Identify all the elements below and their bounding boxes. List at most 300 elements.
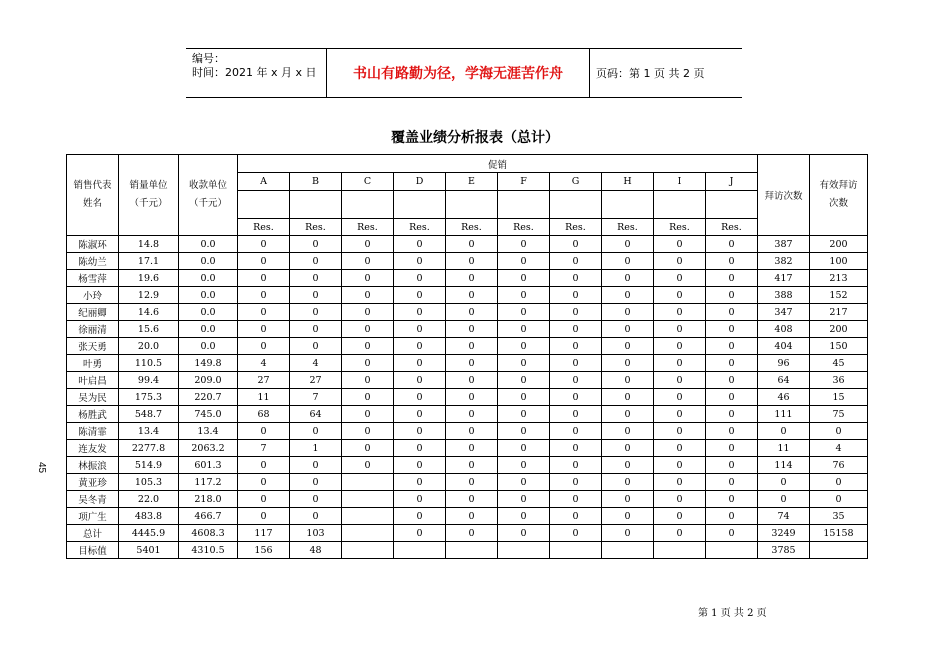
value-cell: 0 — [498, 474, 550, 491]
value-cell: 0 — [550, 457, 602, 474]
value-cell: 0 — [290, 508, 342, 525]
value-cell: 0 — [394, 491, 446, 508]
value-cell: 0 — [238, 457, 290, 474]
rep-name-cell: 吴冬青 — [67, 491, 119, 508]
value-cell: 1 — [290, 440, 342, 457]
value-cell: 0 — [342, 304, 394, 321]
value-cell: 0 — [758, 474, 810, 491]
value-cell: 0 — [654, 287, 706, 304]
value-cell: 0 — [706, 440, 758, 457]
value-cell: 0 — [394, 440, 446, 457]
res-header: Res. — [602, 219, 654, 236]
value-cell: 0 — [550, 338, 602, 355]
value-cell: 0 — [706, 457, 758, 474]
promo-letter-header: H — [602, 173, 654, 191]
value-cell: 0 — [706, 321, 758, 338]
table-row — [67, 355, 868, 372]
value-cell: 0 — [706, 389, 758, 406]
value-cell: 0 — [810, 423, 868, 440]
value-cell: 0 — [290, 287, 342, 304]
value-cell: 114 — [758, 457, 810, 474]
value-cell: 96 — [758, 355, 810, 372]
value-cell: 0 — [654, 372, 706, 389]
value-cell: 0 — [342, 287, 394, 304]
value-cell: 0 — [394, 508, 446, 525]
table-row — [67, 508, 868, 525]
value-cell: 0 — [550, 406, 602, 423]
value-cell — [602, 542, 654, 559]
value-cell — [342, 491, 394, 508]
promo-letter-header: G — [550, 173, 602, 191]
value-cell: 0 — [602, 457, 654, 474]
value-cell: 0 — [498, 525, 550, 542]
value-cell: 0 — [342, 236, 394, 253]
rep-name-cell: 杨雪萍 — [67, 270, 119, 287]
value-cell: 0 — [550, 423, 602, 440]
value-cell: 218.0 — [179, 491, 238, 508]
value-cell: 548.7 — [119, 406, 179, 423]
value-cell — [498, 542, 550, 559]
value-cell: 0 — [654, 525, 706, 542]
value-cell: 4 — [810, 440, 868, 457]
rep-name-cell: 黄亚珍 — [67, 474, 119, 491]
value-cell: 0 — [446, 236, 498, 253]
value-cell: 0 — [446, 508, 498, 525]
promo-letter-header: J — [706, 173, 758, 191]
value-cell: 64 — [758, 372, 810, 389]
rep-name-cell: 目标值 — [67, 542, 119, 559]
value-cell: 99.4 — [119, 372, 179, 389]
table-row — [67, 270, 868, 287]
value-cell: 0 — [238, 491, 290, 508]
value-cell: 0.0 — [179, 321, 238, 338]
value-cell: 200 — [810, 236, 868, 253]
table-row — [67, 406, 868, 423]
value-cell: 4310.5 — [179, 542, 238, 559]
value-cell: 0 — [550, 253, 602, 270]
value-cell: 0 — [394, 236, 446, 253]
value-cell: 156 — [238, 542, 290, 559]
res-header: Res. — [706, 219, 758, 236]
value-cell: 0 — [602, 236, 654, 253]
promo-blank-cell — [498, 191, 550, 219]
rep-name-cell: 吴为民 — [67, 389, 119, 406]
value-cell: 0.0 — [179, 304, 238, 321]
value-cell: 0 — [446, 406, 498, 423]
promo-letter-header: A — [238, 173, 290, 191]
value-cell: 13.4 — [119, 423, 179, 440]
rep-name-cell: 小玲 — [67, 287, 119, 304]
value-cell: 0 — [654, 304, 706, 321]
promo-letter-header: I — [654, 173, 706, 191]
value-cell: 0 — [394, 525, 446, 542]
value-cell: 11 — [758, 440, 810, 457]
value-cell: 46 — [758, 389, 810, 406]
header-rep-name: 销售代表 姓名 — [67, 155, 119, 236]
value-cell: 0 — [654, 508, 706, 525]
motto: 书山有路勤为径，学海无涯苦作舟 — [327, 49, 590, 97]
rep-name-cell: 项广生 — [67, 508, 119, 525]
value-cell: 0 — [290, 491, 342, 508]
value-cell: 0 — [290, 270, 342, 287]
value-cell: 0 — [654, 270, 706, 287]
value-cell: 0 — [706, 508, 758, 525]
value-cell: 7 — [290, 389, 342, 406]
value-cell: 4445.9 — [119, 525, 179, 542]
header-info-cell — [186, 49, 327, 97]
value-cell: 0 — [602, 355, 654, 372]
value-cell: 11 — [238, 389, 290, 406]
value-cell: 0.0 — [179, 236, 238, 253]
value-cell: 0 — [342, 372, 394, 389]
value-cell: 19.6 — [119, 270, 179, 287]
value-cell: 149.8 — [179, 355, 238, 372]
value-cell: 14.6 — [119, 304, 179, 321]
value-cell: 68 — [238, 406, 290, 423]
value-cell: 0 — [498, 236, 550, 253]
value-cell: 0 — [602, 525, 654, 542]
value-cell: 200 — [810, 321, 868, 338]
value-cell: 0 — [602, 474, 654, 491]
value-cell: 0 — [706, 304, 758, 321]
rep-name-cell: 叶勇 — [67, 355, 119, 372]
value-cell: 15 — [810, 389, 868, 406]
rep-name-cell: 林振浪 — [67, 457, 119, 474]
value-cell: 0 — [654, 491, 706, 508]
table-row — [67, 389, 868, 406]
value-cell: 0 — [394, 423, 446, 440]
value-cell: 15.6 — [119, 321, 179, 338]
value-cell: 0 — [238, 321, 290, 338]
res-header: Res. — [446, 219, 498, 236]
report-title: 覆盖业绩分析报表（总计） — [391, 130, 559, 146]
value-cell: 0 — [550, 236, 602, 253]
value-cell: 0 — [654, 406, 706, 423]
value-cell: 0 — [550, 321, 602, 338]
value-cell: 0 — [706, 525, 758, 542]
table-row — [67, 491, 868, 508]
value-cell: 0 — [602, 270, 654, 287]
value-cell: 75 — [810, 406, 868, 423]
value-cell: 0 — [654, 321, 706, 338]
value-cell: 417 — [758, 270, 810, 287]
value-cell: 175.3 — [119, 389, 179, 406]
value-cell — [706, 542, 758, 559]
value-cell: 0 — [550, 440, 602, 457]
value-cell: 0 — [238, 287, 290, 304]
value-cell: 0 — [342, 440, 394, 457]
rep-name-cell: 叶启昌 — [67, 372, 119, 389]
res-header: Res. — [290, 219, 342, 236]
value-cell: 2277.8 — [119, 440, 179, 457]
value-cell: 0 — [342, 338, 394, 355]
value-cell: 0 — [654, 389, 706, 406]
promo-letter-header: D — [394, 173, 446, 191]
value-cell: 48 — [290, 542, 342, 559]
value-cell: 217 — [810, 304, 868, 321]
value-cell: 0 — [706, 491, 758, 508]
value-cell: 0 — [446, 423, 498, 440]
table-row — [67, 287, 868, 304]
rep-name-cell: 杨胜武 — [67, 406, 119, 423]
value-cell: 0 — [602, 338, 654, 355]
value-cell: 103 — [290, 525, 342, 542]
value-cell: 7 — [238, 440, 290, 457]
value-cell: 0.0 — [179, 287, 238, 304]
value-cell: 0 — [810, 491, 868, 508]
value-cell: 0 — [238, 270, 290, 287]
header-collection: 收款单位 （千元） — [179, 155, 238, 236]
value-cell: 0 — [394, 270, 446, 287]
header-effective-visits: 有效拜访 次数 — [810, 155, 868, 236]
value-cell: 0 — [654, 474, 706, 491]
promo-blank-cell — [550, 191, 602, 219]
res-header: Res. — [394, 219, 446, 236]
value-cell: 0 — [550, 508, 602, 525]
value-cell: 0 — [550, 304, 602, 321]
value-cell: 105.3 — [119, 474, 179, 491]
value-cell: 27 — [238, 372, 290, 389]
value-cell: 0 — [706, 355, 758, 372]
value-cell: 0 — [498, 491, 550, 508]
header-promo: 促销 — [238, 155, 758, 173]
value-cell: 0 — [602, 304, 654, 321]
value-cell — [342, 542, 394, 559]
value-cell: 0 — [394, 355, 446, 372]
value-cell: 2063.2 — [179, 440, 238, 457]
value-cell: 0 — [290, 236, 342, 253]
value-cell: 0 — [550, 525, 602, 542]
value-cell: 209.0 — [179, 372, 238, 389]
number-label: 编号： — [192, 52, 225, 65]
value-cell: 0 — [758, 423, 810, 440]
header-sales: 销量单位 （千元） — [119, 155, 179, 236]
value-cell: 745.0 — [179, 406, 238, 423]
report-table — [66, 154, 868, 559]
value-cell: 220.7 — [179, 389, 238, 406]
value-cell: 0 — [290, 253, 342, 270]
page-label: 页码：第 1 页 共 2 页 — [596, 67, 705, 80]
value-cell: 0 — [706, 372, 758, 389]
value-cell: 0 — [550, 287, 602, 304]
table-row — [67, 253, 868, 270]
table-row — [67, 304, 868, 321]
value-cell: 0 — [498, 440, 550, 457]
value-cell: 110.5 — [119, 355, 179, 372]
table-row — [67, 440, 868, 457]
value-cell: 0 — [706, 253, 758, 270]
value-cell — [654, 542, 706, 559]
value-cell: 111 — [758, 406, 810, 423]
value-cell: 0 — [498, 406, 550, 423]
value-cell: 0 — [446, 491, 498, 508]
value-cell: 117.2 — [179, 474, 238, 491]
value-cell: 0 — [290, 338, 342, 355]
promo-blank-cell — [290, 191, 342, 219]
value-cell: 0 — [654, 440, 706, 457]
value-cell: 213 — [810, 270, 868, 287]
value-cell: 388 — [758, 287, 810, 304]
value-cell: 100 — [810, 253, 868, 270]
res-header: Res. — [654, 219, 706, 236]
value-cell — [342, 525, 394, 542]
value-cell — [394, 542, 446, 559]
value-cell: 74 — [758, 508, 810, 525]
value-cell: 0 — [394, 321, 446, 338]
value-cell: 13.4 — [179, 423, 238, 440]
value-cell: 0 — [342, 389, 394, 406]
value-cell: 4 — [290, 355, 342, 372]
value-cell: 0 — [290, 474, 342, 491]
value-cell: 0 — [602, 389, 654, 406]
value-cell: 0 — [342, 423, 394, 440]
value-cell: 0 — [602, 440, 654, 457]
value-cell: 0 — [654, 457, 706, 474]
value-cell: 0 — [394, 389, 446, 406]
value-cell: 0 — [394, 338, 446, 355]
res-header: Res. — [550, 219, 602, 236]
value-cell: 0 — [342, 321, 394, 338]
value-cell: 0 — [446, 440, 498, 457]
value-cell: 0 — [654, 253, 706, 270]
res-header: Res. — [238, 219, 290, 236]
value-cell: 0 — [706, 338, 758, 355]
value-cell: 0 — [446, 474, 498, 491]
side-page-number: 45 — [36, 461, 48, 474]
value-cell: 0 — [706, 270, 758, 287]
value-cell: 0.0 — [179, 253, 238, 270]
value-cell: 0 — [654, 236, 706, 253]
value-cell: 0 — [654, 423, 706, 440]
value-cell: 0 — [238, 474, 290, 491]
value-cell: 0 — [446, 525, 498, 542]
value-cell: 3249 — [758, 525, 810, 542]
value-cell: 0 — [654, 355, 706, 372]
value-cell: 152 — [810, 287, 868, 304]
value-cell — [342, 474, 394, 491]
value-cell: 0 — [394, 474, 446, 491]
table-row — [67, 372, 868, 389]
value-cell: 0 — [706, 236, 758, 253]
value-cell: 0 — [238, 253, 290, 270]
value-cell: 0 — [394, 372, 446, 389]
promo-blank-cell — [654, 191, 706, 219]
value-cell: 150 — [810, 338, 868, 355]
value-cell: 17.1 — [119, 253, 179, 270]
value-cell: 0 — [498, 287, 550, 304]
value-cell: 36 — [810, 372, 868, 389]
value-cell: 14.8 — [119, 236, 179, 253]
value-cell: 0 — [602, 423, 654, 440]
promo-letter-header: E — [446, 173, 498, 191]
value-cell: 0 — [238, 338, 290, 355]
promo-letter-header: F — [498, 173, 550, 191]
value-cell: 0 — [394, 304, 446, 321]
value-cell: 387 — [758, 236, 810, 253]
value-cell — [550, 542, 602, 559]
value-cell: 0 — [394, 406, 446, 423]
value-cell: 0 — [706, 406, 758, 423]
rep-name-cell: 陈淑环 — [67, 236, 119, 253]
value-cell: 0 — [238, 236, 290, 253]
value-cell: 514.9 — [119, 457, 179, 474]
value-cell: 466.7 — [179, 508, 238, 525]
rep-name-cell: 纪丽卿 — [67, 304, 119, 321]
value-cell: 404 — [758, 338, 810, 355]
value-cell: 0 — [602, 287, 654, 304]
value-cell: 601.3 — [179, 457, 238, 474]
rep-name-cell: 陈清霏 — [67, 423, 119, 440]
value-cell: 5401 — [119, 542, 179, 559]
value-cell: 0 — [706, 287, 758, 304]
value-cell: 0 — [602, 253, 654, 270]
header-visits: 拜访次数 — [758, 155, 810, 236]
value-cell: 0 — [342, 355, 394, 372]
value-cell: 15158 — [810, 525, 868, 542]
value-cell — [810, 542, 868, 559]
value-cell: 0 — [394, 253, 446, 270]
value-cell: 382 — [758, 253, 810, 270]
value-cell: 0 — [498, 338, 550, 355]
value-cell: 4608.3 — [179, 525, 238, 542]
value-cell: 45 — [810, 355, 868, 372]
rep-name-cell: 陈幼兰 — [67, 253, 119, 270]
value-cell: 76 — [810, 457, 868, 474]
value-cell: 0 — [498, 270, 550, 287]
rep-name-cell: 总计 — [67, 525, 119, 542]
res-header: Res. — [498, 219, 550, 236]
document-header — [186, 48, 742, 98]
table-row — [67, 457, 868, 474]
value-cell: 0 — [550, 389, 602, 406]
value-cell: 0 — [602, 491, 654, 508]
table-row — [67, 542, 868, 559]
table-row — [67, 474, 868, 491]
value-cell: 0 — [498, 389, 550, 406]
value-cell: 0 — [550, 270, 602, 287]
value-cell: 0 — [446, 287, 498, 304]
value-cell: 4 — [238, 355, 290, 372]
value-cell: 483.8 — [119, 508, 179, 525]
value-cell: 0 — [342, 253, 394, 270]
promo-letter-header: B — [290, 173, 342, 191]
value-cell: 0 — [342, 457, 394, 474]
value-cell: 0 — [238, 508, 290, 525]
table-row — [67, 338, 868, 355]
value-cell: 0 — [602, 406, 654, 423]
value-cell: 12.9 — [119, 287, 179, 304]
value-cell: 0 — [446, 389, 498, 406]
rep-name-cell: 连友发 — [67, 440, 119, 457]
promo-blank-cell — [602, 191, 654, 219]
value-cell: 0 — [498, 321, 550, 338]
promo-blank-cell — [446, 191, 498, 219]
value-cell: 0 — [238, 304, 290, 321]
value-cell: 0 — [446, 253, 498, 270]
promo-blank-cell — [238, 191, 290, 219]
value-cell: 0 — [446, 270, 498, 287]
value-cell: 0.0 — [179, 270, 238, 287]
value-cell: 0 — [498, 355, 550, 372]
value-cell: 0 — [498, 304, 550, 321]
value-cell: 64 — [290, 406, 342, 423]
value-cell: 0 — [290, 321, 342, 338]
value-cell: 0 — [238, 423, 290, 440]
value-cell: 0 — [498, 253, 550, 270]
value-cell: 27 — [290, 372, 342, 389]
value-cell: 22.0 — [119, 491, 179, 508]
value-cell: 0 — [654, 338, 706, 355]
